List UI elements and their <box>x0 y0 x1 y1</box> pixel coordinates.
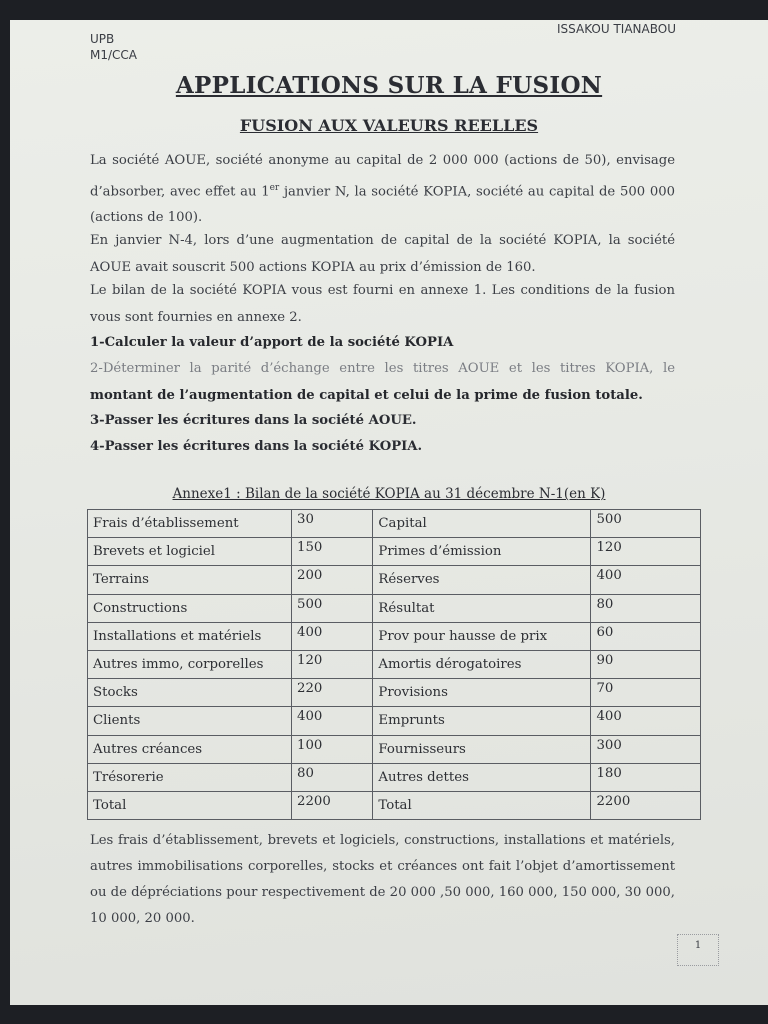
table-row <box>88 707 701 735</box>
asset-value: 120 <box>291 650 372 678</box>
asset-value: 500 <box>291 594 372 622</box>
asset-label: Installations et matériels <box>88 622 292 650</box>
liability-label: Prov pour hausse de prix <box>373 622 591 650</box>
asset-value: 2200 <box>291 791 372 819</box>
liability-label: Amortis dérogatoires <box>373 650 591 678</box>
liability-label: Primes d’émission <box>373 538 591 566</box>
intro-text-a: La société AOUE, société anonyme au capital de 2 000 000 (actions de 50), envisage d’absorber, avec effet au 1 <box>90 153 675 199</box>
asset-label: Frais d’établissement <box>88 510 292 538</box>
table-row <box>88 679 701 707</box>
asset-label: Autres immo, corporelles <box>88 650 292 678</box>
liability-value: 400 <box>591 566 701 594</box>
asset-label: Stocks <box>88 679 292 707</box>
liability-value: 500 <box>591 510 701 538</box>
document-page <box>10 20 768 1005</box>
liability-label: Fournisseurs <box>373 735 591 763</box>
table-row <box>88 791 701 819</box>
asset-value: 400 <box>291 707 372 735</box>
liability-value: 90 <box>591 650 701 678</box>
asset-label: Clients <box>88 707 292 735</box>
intro-superscript: er <box>269 182 280 193</box>
document-title: APPLICATIONS SUR LA FUSION <box>175 72 603 99</box>
liability-label: Réserves <box>373 566 591 594</box>
table-row <box>88 650 701 678</box>
table-row <box>88 594 701 622</box>
question-2-line-b: montant de l’augmentation de capital et celui de la prime de fusion totale. <box>90 387 643 403</box>
liability-value: 2200 <box>591 791 701 819</box>
balance-sheet-table <box>87 509 701 820</box>
liability-value: 180 <box>591 763 701 791</box>
table-row <box>88 510 701 538</box>
question-3: 3-Passer les écritures dans la société AOUE. <box>90 413 417 428</box>
asset-value: 220 <box>291 679 372 707</box>
intro-paragraph-3: Le bilan de la société KOPIA vous est fourni en annexe 1. Les conditions de la fusion vous sont fournies en annexe 2. <box>90 283 675 325</box>
liability-label: Capital <box>373 510 591 538</box>
author-name: ISSAKOU TIANABOU <box>557 22 676 36</box>
liability-value: 60 <box>591 622 701 650</box>
asset-value: 100 <box>291 735 372 763</box>
table-row <box>88 622 701 650</box>
intro-paragraph-2: En janvier N-4, lors d’une augmentation de capital de la société KOPIA, la société AOUE avait souscrit 500 actions KOPIA au prix d’émission de 160. <box>90 233 675 275</box>
asset-value: 80 <box>291 763 372 791</box>
liability-label: Total <box>373 791 591 819</box>
liability-value: 300 <box>591 735 701 763</box>
asset-label: Constructions <box>88 594 292 622</box>
intro-paragraph-1 <box>90 148 675 232</box>
intro-text-b: janvier N, la société KOPIA, société au capital de 500 000 (actions de 100). <box>90 183 675 226</box>
asset-label: Total <box>88 791 292 819</box>
class-label: M1/CCA <box>90 48 137 62</box>
asset-value: 400 <box>291 622 372 650</box>
note-paragraph: Les frais d’établissement, brevets et logiciels, constructions, installations et matériels, autres immobilisations corporelles, stocks et créances ont fait l’objet d’amortissement ou de dépréciations pour respectivement de 20 000 ,50 000, 160 000, 150 000, 30 000, 10 000, 20 000. <box>90 833 675 926</box>
annex-title: Annexe1 : Bilan de la société KOPIA au 31 décembre N-1(en K) <box>172 486 606 502</box>
liability-label: Autres dettes <box>373 763 591 791</box>
asset-label: Autres créances <box>88 735 292 763</box>
question-2 <box>90 356 675 409</box>
question-2-line-a: 2-Déterminer la parité d’échange entre les titres AOUE et les titres KOPIA, le <box>90 361 675 376</box>
liability-value: 70 <box>591 679 701 707</box>
table-row <box>88 763 701 791</box>
asset-value: 30 <box>291 510 372 538</box>
question-1: 1-Calculer la valeur d’apport de la société KOPIA <box>90 335 454 350</box>
question-4: 4-Passer les écritures dans la société KOPIA. <box>90 439 423 454</box>
liability-label: Emprunts <box>373 707 591 735</box>
table-row <box>88 538 701 566</box>
liability-value: 400 <box>591 707 701 735</box>
asset-label: Brevets et logiciel <box>88 538 292 566</box>
asset-value: 150 <box>291 538 372 566</box>
table-row <box>88 735 701 763</box>
liability-value: 120 <box>591 538 701 566</box>
asset-label: Trésorerie <box>88 763 292 791</box>
document-subtitle: FUSION AUX VALEURS REELLES <box>239 116 539 135</box>
asset-value: 200 <box>291 566 372 594</box>
asset-label: Terrains <box>88 566 292 594</box>
liability-label: Provisions <box>373 679 591 707</box>
table-row <box>88 566 701 594</box>
page-number: 1 <box>677 934 719 966</box>
school-label: UPB <box>90 32 115 46</box>
liability-label: Résultat <box>373 594 591 622</box>
liability-value: 80 <box>591 594 701 622</box>
